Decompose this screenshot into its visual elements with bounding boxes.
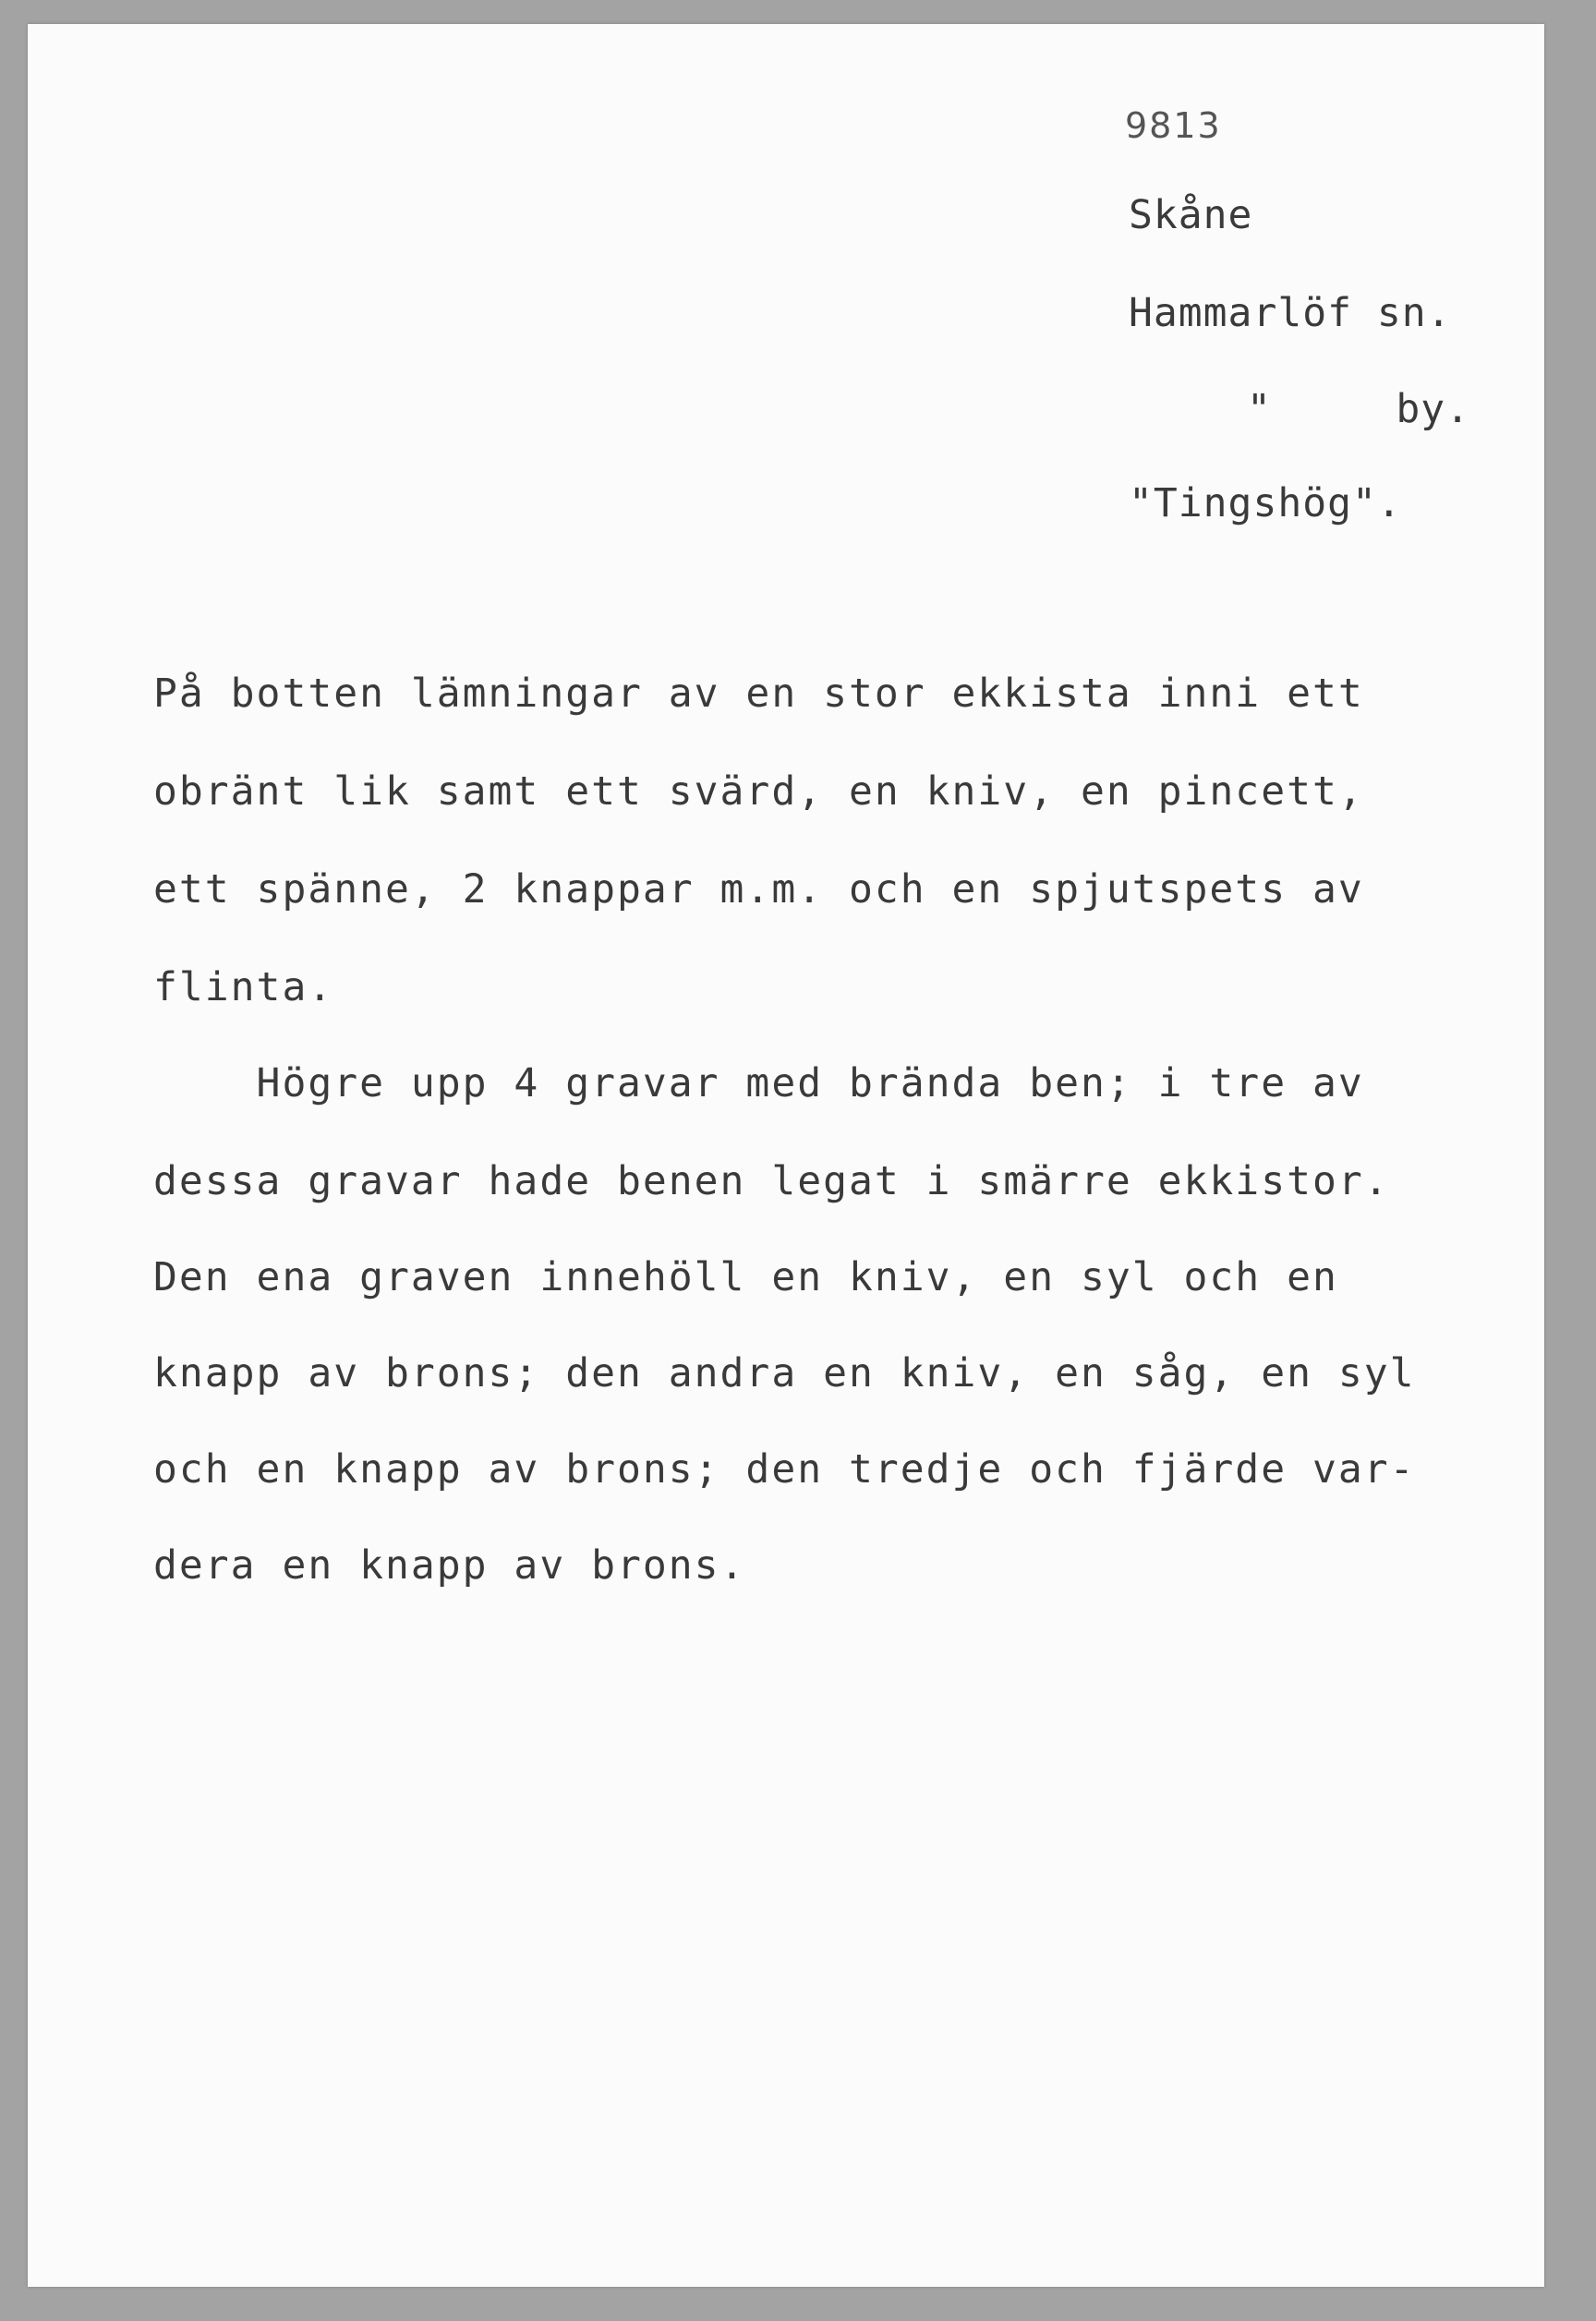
body-line: och en knapp av brons; den tredje och fjärde var- [153, 1446, 1416, 1493]
body-line: knapp av brons; den andra en kniv, en såg, en syl [153, 1350, 1416, 1396]
header-site: "Tingshög". [1129, 480, 1402, 526]
body-line: dera en knapp av brons. [153, 1542, 746, 1589]
header-parish: Hammarlöf sn. [1129, 290, 1452, 336]
body-line: Högre upp 4 gravar med brända ben; i tre av [153, 1060, 1364, 1106]
body-line: På botten lämningar av en stor ekkista inni ett [153, 671, 1364, 717]
header-region: Skåne [1129, 192, 1253, 238]
body-line: obränt lik samt ett svärd, en kniv, en pincett, [153, 768, 1364, 815]
catalog-number: 9813 [1125, 105, 1222, 146]
archive-card [28, 24, 1544, 2287]
body-line: dessa gravar hade benen legat i smärre ekkistor. [153, 1158, 1390, 1204]
body-line: ett spänne, 2 knappar m.m. och en spjutspets av [153, 866, 1364, 913]
body-line: Den ena graven innehöll en kniv, en syl och en [153, 1254, 1338, 1300]
body-line: flinta. [153, 964, 334, 1010]
header-village: " by. [1247, 386, 1470, 432]
